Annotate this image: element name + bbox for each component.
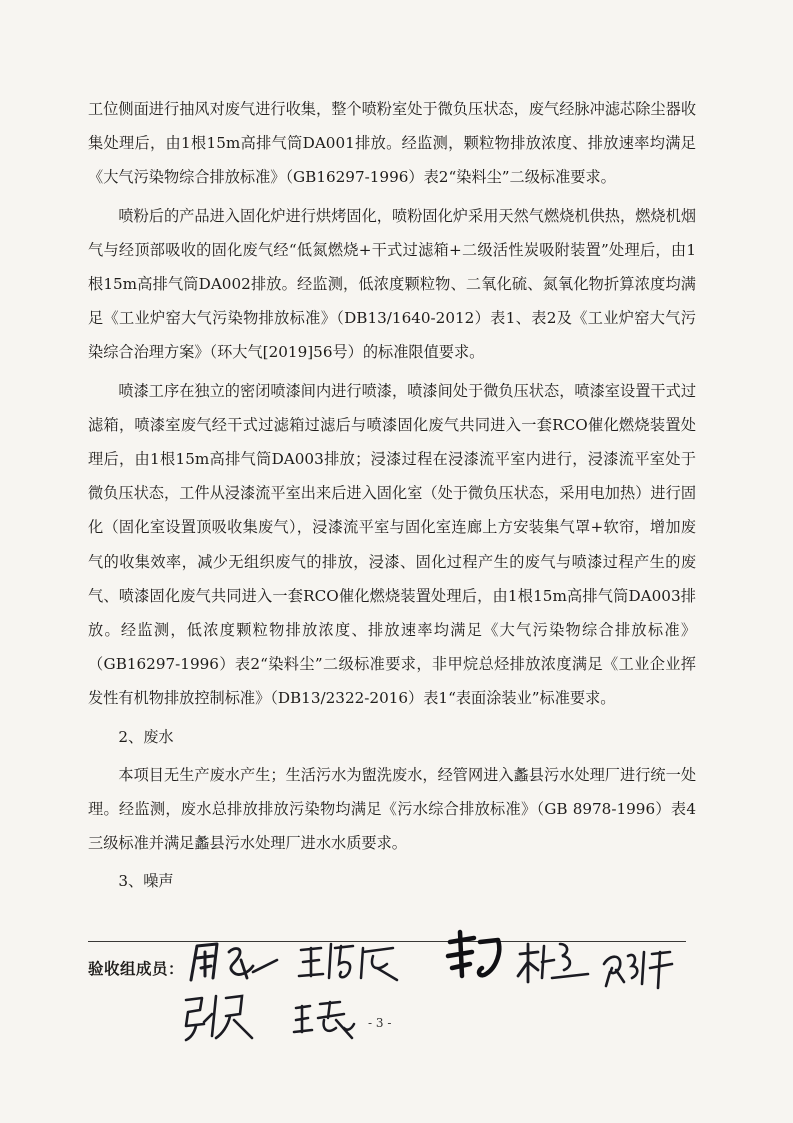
signature-5 bbox=[600, 944, 680, 994]
signature-1 bbox=[183, 938, 283, 988]
acceptance-members-label: 验收组成员： bbox=[88, 959, 185, 978]
paragraph-curing-oven: 喷粉后的产品进入固化炉进行烘烤固化，喷粉固化炉采用天然气燃烧机供热，燃烧机烟气与经顶部吸收的固化废气经“低氮燃烧+干式过滤箱+二级活性炭吸附装置”处理后，由1根15m高排气筒DA002排放。经监测，低浓度颗粒物、二氧化硫、氮氧化物折算浓度均满足《工业炉窑大气污染物排放标准》（DB13/1640-2012）表1、表2及《工业炉窑大气污染综合治理方案》（环大气[2019]56号）的标准限值要求。 bbox=[88, 206, 696, 362]
heading-wastewater: 2、废水 bbox=[118, 727, 174, 746]
page-number: - 3 - bbox=[368, 1016, 392, 1030]
signature-6 bbox=[182, 990, 262, 1045]
signature-4 bbox=[516, 938, 596, 988]
paragraph-wastewater: 本项目无生产废水产生；生活污水为盥洗废水，经管网进入蠡县污水处理厂进行统一处理。经监测，废水总排放排放污染物均满足《污水综合排放标准》（GB 8978-1996）表4三级标准并满足蠡县污水处理厂进水水质要求。 bbox=[88, 765, 696, 853]
heading-noise: 3、噪声 bbox=[118, 872, 174, 891]
paragraph-spray-powder-booth: 工位侧面进行抽风对废气进行收集，整个喷粉室处于微负压状态，废气经脉冲滤芯除尘器收集处理后，由1根15m高排气筒DA001排放。经监测，颗粒物排放浓度、排放速率均满足《大气污染物综合排放标准》（GB16297-1996）表2“染料尘”二级标准要求。 bbox=[88, 100, 696, 187]
document-body bbox=[88, 92, 696, 903]
signature-2 bbox=[297, 938, 407, 986]
signature-7 bbox=[292, 998, 362, 1043]
paragraph-spray-paint: 喷漆工序在独立的密闭喷漆间内进行喷漆，喷漆间处于微负压状态，喷漆室设置干式过滤箱，喷漆室废气经干式过滤箱过滤后与喷漆固化废气共同进入一套RCO催化燃烧装置处理后，由1根15m高排气筒DA003排放；浸漆过程在浸漆流平室内进行，浸漆流平室处于微负压状态，工件从浸漆流平室出来后进入固化室（处于微负压状态，采用电加热）进行固化（固化室设置顶吸收集废气），浸漆流平室与固化室连廊上方安装集气罩+软帘，增加废气的收集效率，减少无组织废气的排放，浸漆、固化过程产生的废气与喷漆过程产生的废气、喷漆固化废气共同进入一套RCO催化燃烧装置处理后，由1根15m高排气筒DA003排放。经监测，低浓度颗粒物排放浓度、排放速率均满足《大气污染物综合排放标准》（GB16297-1996）表2“染料尘”二级标准要求，非甲烷总烃排放浓度满足《工业企业挥发性有机物排放控制标准》（DB13/2322-2016）表1“表面涂装业”标准要求。 bbox=[88, 381, 696, 708]
signature-3 bbox=[444, 928, 504, 988]
